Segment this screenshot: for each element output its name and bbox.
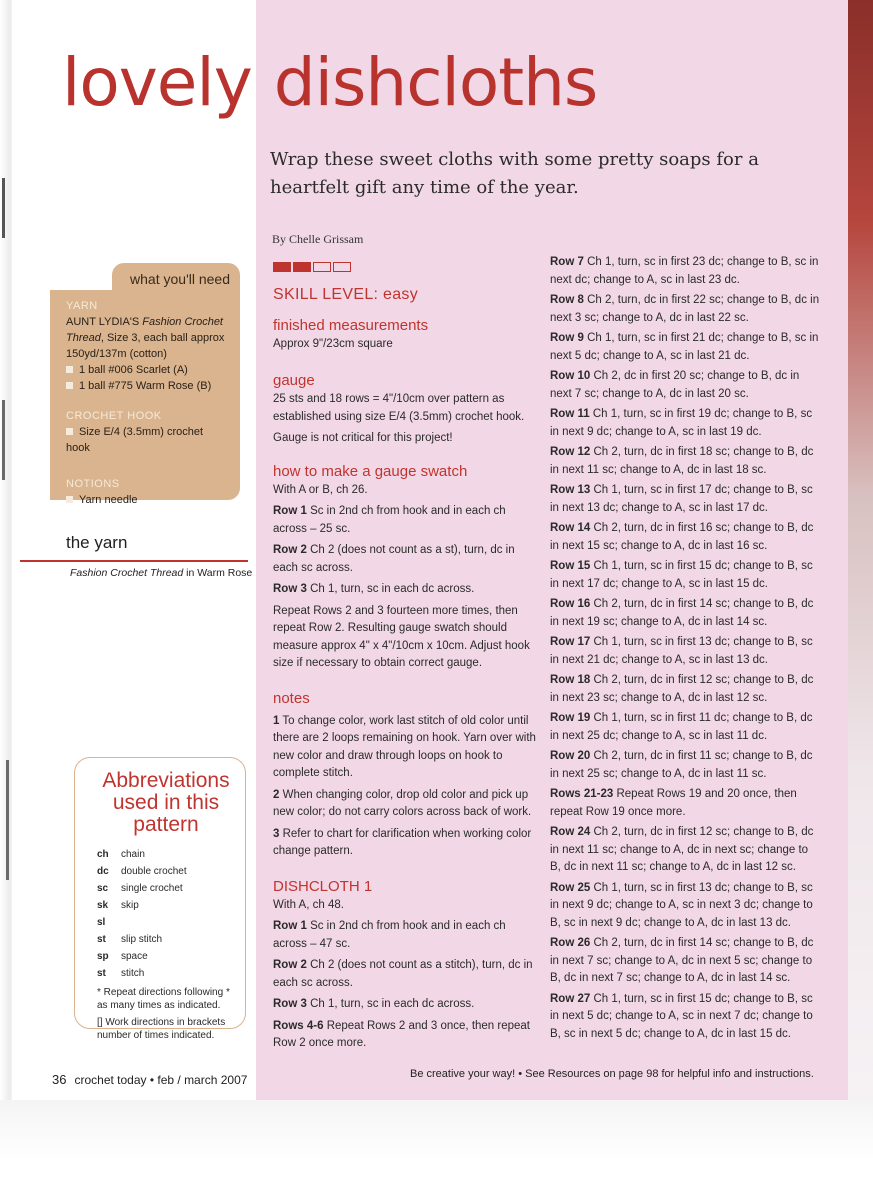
paragraph: Gauge is not critical for this project!	[273, 432, 453, 444]
row-label: 1	[273, 714, 280, 727]
abbreviations-title: Abbreviations used in this pattern	[102, 769, 230, 836]
pattern-row	[273, 826, 541, 861]
bullet-icon	[66, 382, 73, 389]
abbreviation-key: sc	[97, 883, 109, 894]
dishcloth-rows	[273, 918, 541, 1053]
abbreviation-value: single crochet	[121, 883, 183, 894]
title-word-dishcloths: dishcloths	[273, 44, 598, 121]
row-label: Row 11	[550, 408, 590, 420]
abbreviation-value: double crochet	[121, 866, 187, 877]
pattern-row	[273, 918, 541, 953]
abbreviations-note: [] Work directions in brackets number of times indicated.	[97, 1017, 226, 1041]
row-text: Ch 1, turn, sc in first 23 dc; change to B, sc in next dc; change to A, sc in last 23 dc.	[550, 256, 819, 286]
abbreviation-key: ch	[97, 849, 109, 860]
section-heading: notes	[273, 689, 310, 707]
pattern-row	[273, 996, 541, 1014]
pattern-row	[550, 558, 822, 593]
row-text: Ch 1, turn, sc in first 13 dc; change to B, sc in next 9 dc; change to A, sc in next 3 dc; change to B, sc in next 9 dc; change to A, dc in last 13 dc.	[550, 881, 813, 929]
row-label: Row 24	[550, 826, 591, 838]
abbreviation-item	[97, 948, 235, 965]
row-text: Ch 1, turn, sc in each dc across.	[306, 998, 475, 1010]
row-label: Row 19	[550, 712, 591, 724]
pattern-row	[550, 596, 822, 631]
yarn-details: , Size 3, each ball approx 150yd/137m (cotton)	[66, 332, 225, 360]
row-text: Ch 1, turn, sc in first 17 dc; change to B, sc in next 13 dc; change to A, sc in last 17 dc.	[550, 484, 813, 514]
row-label: Rows 21-23	[550, 788, 614, 800]
row-text: Ch 2, turn, dc in first 14 sc; change to B, dc in next 19 sc; change to A, dc in last 14 sc.	[550, 598, 814, 628]
pattern-row	[550, 880, 822, 933]
row-label: Row 8	[550, 294, 584, 306]
row-text: Refer to chart for clarification when working color change pattern.	[273, 827, 532, 857]
subtitle: Wrap these sweet cloths with some pretty soaps for a heartfelt gift any time of the year.	[270, 149, 759, 198]
section-heading: finished measurements	[273, 316, 429, 334]
pattern-row	[550, 482, 822, 517]
abbreviations-note: * Repeat directions following * as many times as indicated.	[97, 987, 230, 1011]
bullet-icon	[66, 496, 73, 503]
paragraph: 25 sts and 18 rows = 4"/10cm over pattern as established using size E/4 (3.5mm) crochet hook.	[273, 393, 525, 423]
pattern-row	[550, 748, 822, 783]
row-label: Row 14	[550, 522, 591, 534]
row-label: Row 10	[550, 370, 591, 382]
yarn-name: Fashion Crochet Thread	[66, 316, 223, 344]
pattern-column-1	[273, 286, 541, 1053]
abbreviation-key: st	[97, 968, 106, 979]
skill-level: SKILL LEVEL: easy	[273, 286, 419, 303]
magazine-name: crochet today • feb / march 2007	[74, 1073, 248, 1087]
paragraph: Approx 9"/23cm square	[273, 337, 393, 350]
skill-block-filled	[273, 262, 291, 272]
row-label: Row 13	[550, 484, 591, 496]
paragraph: Repeat Rows 2 and 3 fourteen more times, then repeat Row 2. Resulting gauge swatch should measure approx 4" x 4"/10cm x 10cm. Adjust hook size if necessary to obtain correct gauge.	[273, 604, 530, 669]
notes-list	[273, 713, 541, 861]
skill-level-meter	[273, 262, 353, 272]
row-text: Ch 1, turn, sc in first 11 dc; change to B, dc in next 25 dc; change to A, sc in last 11 dc.	[550, 712, 813, 742]
row-text: Sc in 2nd ch from hook and in each ch across – 47 sc.	[273, 920, 506, 950]
row-text: Ch 2 (does not count as a stitch), turn, dc in each sc across.	[273, 959, 533, 989]
section-heading: gauge	[273, 372, 315, 389]
title-word-lovely: lovely	[62, 44, 252, 121]
row-label: Row 16	[550, 598, 591, 610]
row-text: Ch 2 (does not count as a st), turn, dc in each sc across.	[273, 544, 515, 574]
skill-block-filled	[293, 262, 311, 272]
section-heading: DISHCLOTH 1	[273, 877, 373, 895]
row-label: Row 26	[550, 937, 591, 949]
row-label: Row 18	[550, 674, 591, 686]
row-text: Ch 1, turn, sc in first 15 dc; change to B, sc in next 5 dc; change to A, sc in next 7 dc; change to B, sc in next 5 dc; change to A, dc in last 15 dc.	[550, 992, 813, 1040]
abbreviation-item	[97, 914, 235, 948]
abbreviation-key: sl st	[97, 917, 106, 945]
pattern-row	[550, 935, 822, 988]
row-text: Ch 1, turn, sc in first 15 dc; change to B, sc in next 17 dc; change to A, sc in last 15 dc.	[550, 560, 813, 590]
row-label: Row 9	[550, 332, 584, 344]
bullet-icon	[66, 428, 73, 435]
hook-label: CROCHET HOOK	[66, 410, 162, 422]
abbreviation-value: skip	[121, 900, 139, 911]
row-text: Ch 2, turn, dc in first 12 sc; change to B, dc in next 23 sc; change to A, dc in last 12 sc.	[550, 674, 814, 704]
row-label: Row 2	[273, 544, 307, 556]
abbreviation-item	[97, 897, 235, 914]
pattern-row	[273, 581, 541, 599]
yarn-brand: AUNT LYDIA'S	[66, 316, 143, 328]
pattern-row	[550, 991, 822, 1044]
abbreviation-key: sk	[97, 900, 109, 911]
row-label: Row 1	[273, 920, 307, 932]
yarn-item: 1 ball #775 Warm Rose (B)	[66, 378, 228, 394]
pattern-row	[273, 957, 541, 992]
abbreviation-key: dc	[97, 866, 109, 877]
divider	[20, 560, 248, 562]
row-text: Ch 1, turn, sc in each dc across.	[306, 583, 475, 595]
pattern-row	[550, 330, 822, 365]
pattern-row	[550, 786, 822, 821]
scan-mark	[6, 760, 9, 880]
scan-mark	[2, 400, 5, 480]
scan-shadow	[0, 1100, 873, 1200]
row-text: Ch 2, turn, dc in first 18 sc; change to B, dc in next 11 sc; change to A, dc in last 18 sc.	[550, 446, 814, 476]
pattern-row	[550, 292, 822, 327]
photo-edge	[848, 0, 873, 1100]
row-label: Row 1	[273, 505, 307, 517]
row-label: Row 15	[550, 560, 591, 572]
row-text: Repeat Rows 19 and 20 once, then repeat Row 19 once more.	[550, 788, 797, 818]
abbreviations-box	[74, 757, 246, 1041]
paragraph: With A or B, ch 26.	[273, 483, 368, 496]
notions-label: NOTIONS	[66, 478, 120, 490]
yarn-section-title: the yarn	[66, 533, 128, 552]
abbreviation-value: slip stitch	[121, 934, 163, 945]
notions-item: Yarn needle	[66, 492, 228, 508]
row-text: Ch 1, turn, sc in first 19 dc; change to B, sc in next 9 dc; change to A, sc in last 19 dc.	[550, 408, 813, 438]
pattern-row	[550, 444, 822, 479]
needs-tab: what you'll need	[112, 263, 240, 293]
row-text: Sc in 2nd ch from hook and in each ch across – 25 sc.	[273, 505, 506, 535]
row-label: Row 20	[550, 750, 591, 762]
row-text: Ch 2, turn, dc in first 14 sc; change to B, dc in next 7 sc; change to A, dc in next 5 sc; change to B, dc in next 7 sc; change to A, dc in last 14 sc.	[550, 937, 814, 984]
page-title	[62, 44, 597, 121]
yarn-label: YARN	[66, 300, 98, 312]
abbreviation-item	[97, 846, 235, 863]
row-label: Row 7	[550, 256, 584, 268]
abbreviation-item	[97, 880, 235, 897]
paragraph: With A, ch 48.	[273, 898, 344, 911]
row-label: Rows 4-6	[273, 1019, 324, 1032]
footer-folio	[52, 1072, 247, 1087]
pattern-row	[550, 368, 822, 403]
pattern-row	[273, 542, 541, 577]
abbreviation-key: sp	[97, 951, 109, 962]
pattern-row	[273, 713, 541, 783]
row-label: Row 25	[550, 881, 591, 894]
abbreviation-item	[97, 863, 235, 880]
hook-item: Size E/4 (3.5mm) crochet hook	[66, 426, 204, 454]
row-label: Row 3	[273, 998, 307, 1010]
footer-tagline: Be creative your way! • See Resources on page 98 for helpful info and instructions.	[410, 1068, 814, 1080]
pattern-column-2	[550, 254, 822, 1046]
row-label: Row 27	[550, 992, 591, 1005]
pattern-row	[550, 254, 822, 289]
row-label: Row 12	[550, 446, 591, 458]
row-text: Ch 2, dc in first 20 sc; change to B, dc in next 7 sc; change to A, dc in last 20 sc.	[550, 370, 800, 400]
scan-mark	[2, 178, 5, 238]
row-label: Row 3	[273, 583, 307, 595]
row-text: Ch 2, turn, dc in first 12 sc; change to B, dc in next 11 sc; change to A, dc in next sc; change to B, dc in next 11 sc; change to A, dc in last 12 sc.	[550, 826, 814, 873]
row-text: Ch 2, turn, dc in first 22 sc; change to B, dc in next 3 sc; change to A, dc in last 22 sc.	[550, 294, 820, 324]
row-text: Ch 2, turn, dc in first 16 sc; change to B, dc in next 15 sc; change to A, dc in last 16 sc.	[550, 522, 814, 552]
row-text: When changing color, drop old color and pick up new color; do not carry colors across back of work.	[273, 788, 532, 818]
page-number: 36	[52, 1072, 67, 1087]
pattern-row	[550, 634, 822, 669]
yarn-caption: Fashion Crochet Thread in Warm Rose	[70, 567, 253, 579]
section-heading: how to make a gauge swatch	[273, 462, 468, 480]
row-label: 3	[273, 827, 280, 840]
row-text: Ch 1, turn, sc in first 21 dc; change to B, sc in next 5 dc; change to A, sc in last 21 dc.	[550, 332, 819, 362]
pattern-row	[273, 503, 541, 538]
row-text: To change color, work last stitch of old color until there are 2 loops remaining on hook. Yarn over with new color and draw through loops on hook to complete stitch.	[273, 714, 536, 779]
skill-block-empty	[333, 262, 351, 272]
yarn-description	[66, 314, 228, 362]
row-text: Ch 1, turn, sc in first 13 dc; change to B, sc in next 21 dc; change to A, sc in last 13 dc.	[550, 636, 813, 666]
yarn-item: 1 ball #006 Scarlet (A)	[66, 362, 228, 378]
row-text: Repeat Rows 2 and 3 once, then repeat Row 2 once more.	[273, 1019, 531, 1049]
pattern-row	[550, 710, 822, 745]
row-text: Ch 2, turn, dc in first 11 sc; change to B, dc in next 25 sc; change to A, dc in last 11 sc.	[550, 750, 813, 780]
bullet-icon	[66, 366, 73, 373]
byline: By Chelle Grissam	[272, 232, 364, 246]
abbreviation-item	[97, 965, 235, 982]
abbreviations-list	[97, 846, 235, 982]
pattern-row	[273, 1018, 541, 1053]
pattern-row	[550, 520, 822, 555]
pattern-row	[550, 406, 822, 441]
pattern-row	[550, 672, 822, 707]
row-label: Row 2	[273, 959, 307, 971]
pattern-row	[273, 787, 541, 822]
swatch-rows	[273, 503, 541, 599]
abbreviation-value: stitch	[121, 968, 145, 979]
row-label: Row 17	[550, 636, 591, 648]
abbreviation-value: space	[121, 951, 148, 962]
pattern-row	[550, 824, 822, 877]
needs-box	[50, 290, 240, 506]
row-label: 2	[273, 788, 280, 801]
abbreviation-value: chain	[121, 849, 145, 860]
skill-block-empty	[313, 262, 331, 272]
